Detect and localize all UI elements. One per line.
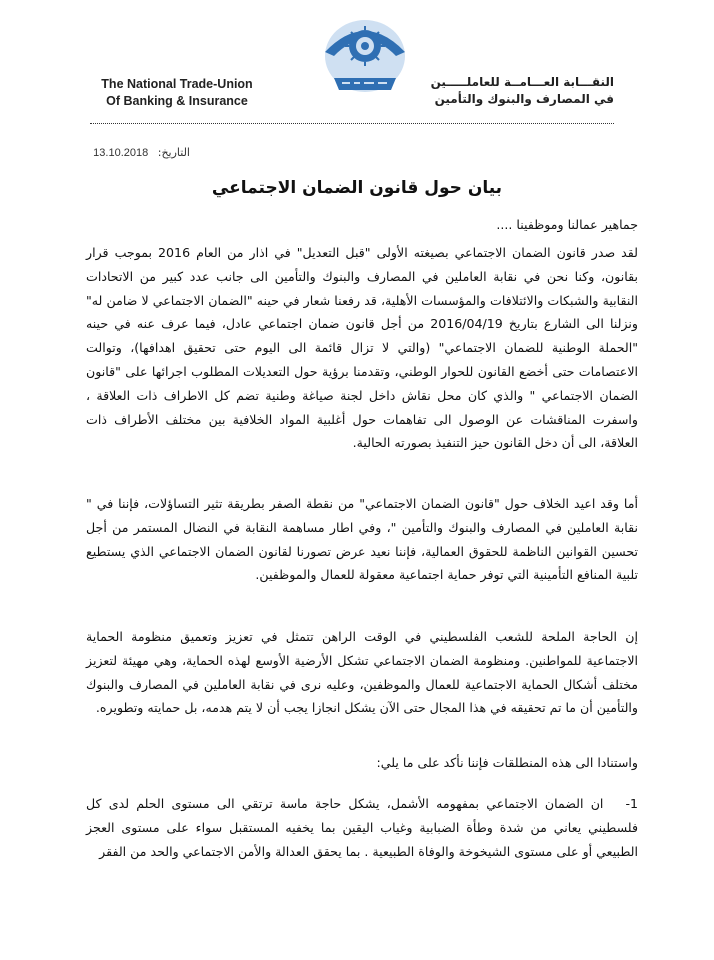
organization-name-arabic — [414, 74, 614, 108]
list-item-text: ان الضمان الاجتماعي بمفهومه الأشمل، يشكل حاجة ماسة ترتقي الى مستوى الحلم لدى كل فلسطيني يعاني من شدة وطأة الضبابية وغياب اليقين بما يخفيه المستقبل سواء على مستوى العجز الطبيعي أو على مستوى الشيخوخة والوفاة الطبيعية . بما يحقق العدالة والأمن الاجتماعي والحد من الفقر — [86, 796, 638, 859]
greeting: جماهير عمالنا وموظفينا .... — [496, 217, 638, 232]
org-ar-line-1: النقـــابة العـــامــة للعاملـــــين — [430, 75, 614, 89]
date-label: التاريخ: — [157, 146, 190, 159]
list-item — [86, 792, 638, 863]
date-value: 13.10.2018 — [93, 147, 149, 159]
union-emblem-logo — [316, 12, 414, 96]
organization-name-english — [92, 76, 262, 110]
header-divider — [90, 123, 614, 124]
org-ar-line-2: في المصارف والبنوك والتأمين — [434, 92, 614, 106]
list-item-number: 1- — [625, 796, 638, 811]
paragraph-2: أما وقد اعيد الخلاف حول "قانون الضمان الاجتماعي" من نقطة الصفر بطريقة تثير التساؤلات، فإننا في " نقابة العاملين في المصارف والبنوك والتأمين "، وفي اطار مساهمة النقابة في النضال المستمر من أجل تحسين القوانين الناظمة للحقوق العمالية، فإننا نعيد عرض تصورنا لقانون الضمان الاجتماعي الذي يستطيع تلبية المنافع التأمينية التي توفر حماية اجتماعية معقولة للعمال والموظفين. — [86, 496, 638, 583]
paragraph-4: واستنادا الى هذه المنطلقات فإننا نأكد على ما يلي: — [376, 755, 638, 770]
date-line — [70, 146, 190, 159]
document-title: بيان حول قانون الضمان الاجتماعي — [211, 178, 503, 198]
paragraph-1: لقد صدر قانون الضمان الاجتماعي بصيغته الأولى "قبل التعديل" في اذار من العام 2016 بموجب قرار بقانون، وكنا نحن في نقابة العاملين في المصارف والبنوك والتأمين الى جانب عدد كبير من الاتحادات النقابية والشبكات والائتلافات والمؤسسات الأهلية، قد رفعنا شعار في حينه "الضمان الاجتماعي لا ضامن له" ونزلنا الى الشارع بتاريخ 2016/04/19 من أجل قانون ضمان اجتماعي عادل، فيما عرف عنه في حينه "الحملة الوطنية للضمان الاجتماعي" (والتي لا تزال قائمة الى اليوم حتى تحقيق اهدافها)، وتوالت الاعتصامات حتى أخضع القانون للحوار الوطني، وتقدمنا برؤية حول التعديلات المطلوب اجرائها على "قانون الضمان الاجتماعي " والذي كان محل نقاش داخل لجنة صياغة وطنية تضم كل الاطراف ذات العلاقة ، واسفرت المناقشات عن الوصول الى تفاهمات حول أغلبية المواد الخلافية بين مختلف الأطراف ذات العلاقة، الى أن دخل القانون حيز التنفيذ بصورته الحالية. — [86, 245, 638, 451]
paragraph-3: إن الحاجة الملحة للشعب الفلسطيني في الوقت الراهن تتمثل في تعزيز وتعميق منظومة الحماية الاجتماعية للمواطنين. ومنظومة الضمان الاجتماعي تشكل الأرضية الأوسع لهذه الحماية، وهي مهيئة لتعزيز مختلف أشكال الحماية الاجتماعية للعمال والموظفين، وعليه نرى في نقابة العاملين في المصارف والبنوك والتأمين أن ما تم تحقيقه في هذا المجال حتى الآن يشكل انجازا يجب أن لا يتم هدمه، بل حمايته وتطويره. — [86, 629, 638, 716]
org-en-line-1: The National Trade-Union — [101, 77, 253, 91]
org-en-line-2: Of Banking & Insurance — [106, 94, 248, 108]
